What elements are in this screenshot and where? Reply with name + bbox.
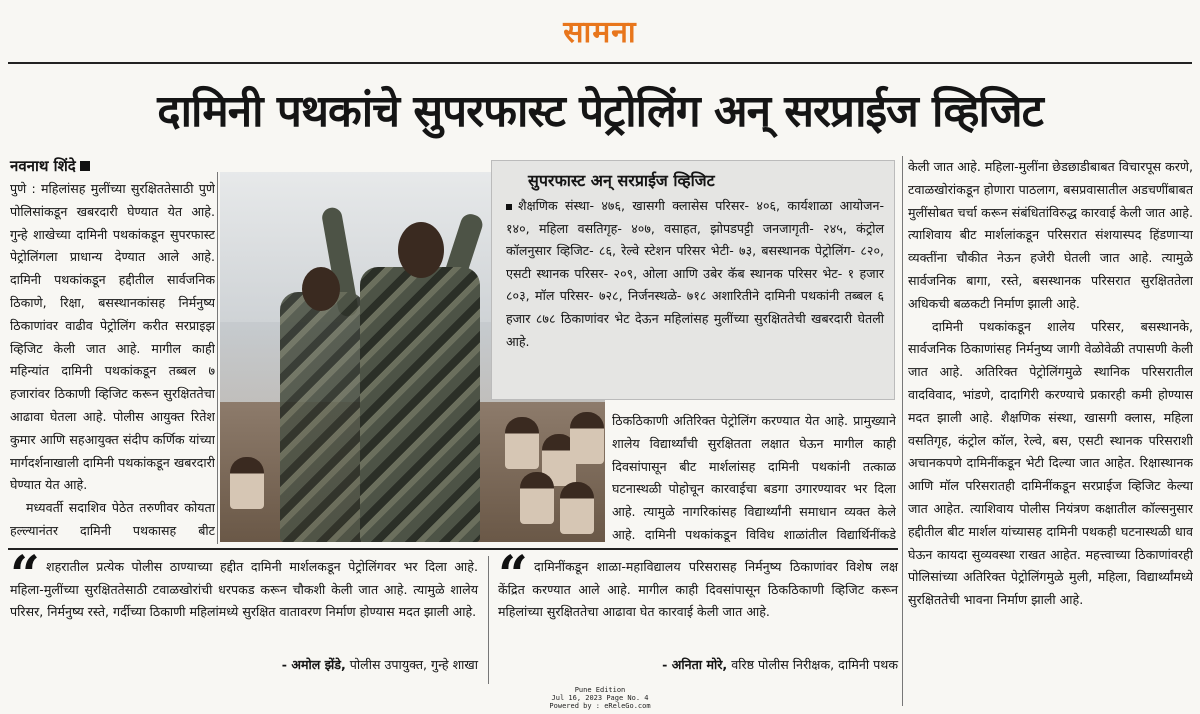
photo-student <box>520 472 554 524</box>
article-column-4 <box>908 156 1193 706</box>
quote-2-role: वरिष्ठ पोलीस निरीक्षक, दामिनी पथक <box>727 657 898 672</box>
column-1-text: पुणे : महिलांसह मुलींच्या सुरक्षिततेसाठी पुणे पोलिसांकडून खबरदारी घेण्यात येत आहे. गुन्हे शाखेच्या दामिनी पथकांकडून सुपरफास्ट पेट्रोलिंगला प्राधान्य देण्यात आले आहे. दामिनी पथकांकडून हद्दीतील सार्वजनिक ठिकाणे, रिक्षा, बसस्थानकांसह निर्मनुष्य ठिकाणांवर वाढीव पेट्रोलिंग करीत सरप्राइझ व्हिजिट केली जात आहे. मागील काही महिन्यांत दामिनी पथकांकडून तब्बल ७ हजारांवर ठिकाणी व्हिजिट करून सुरक्षिततेचा आढावा घेतला आहे. पोलीस आयुक्त रितेश कुमार आणि सहआयुक्त संदीप कर्णिक यांच्या मार्गदर्शनाखाली दामिनी पथकांकडून खबरदारी घेण्यात येत आहे. <box>10 181 215 493</box>
stats-box-title: सुपरफास्ट अन् सरप्राईज व्हिजिट <box>528 171 715 190</box>
column-divider <box>217 172 218 544</box>
column-4-text-b: दामिनी पथकांकडून शालेय परिसर, बसस्थानके, सार्वजनिक ठिकाणांसह निर्मनुष्य जागी वेळोवेळी तपासणी केली जात आहे. अतिरिक्त पेट्रोलिंगमुळे स्थानिक परिसरातील वादविवाद, भांडणे, दादागिरी करण्याचे प्रकारही कमी होण्यास मदत झाली आहे. शैक्षणिक संस्था, खासगी क्लास, महिला वसतिगृह, कंट्रोल कॉल, रेल्वे, बस, एसटी स्थानक परिसराशी अचानकपणे दामिनींकडून भेटी दिल्या जात आहेत. रिक्षास्थानक आणि मॉल परिसरातही दामिनींकडून सरप्राईज व्हिजिट केल्या जात आहेत. त्याशिवाय पोलीस नियंत्रण कक्षातील कॉल्सनुसार हद्दीतील बीट मार्शल यांच्यासह दामिनी पथकही घटनास्थळी धाव घेऊन कायदा सुव्यवस्था राखत आहेत. महत्त्वाच्या ठिकाणांवरही पोलिसांच्या अतिरिक्त पेट्रोलिंगमुळे मुली, महिला, विद्यार्थ्यांमध्ये सुरक्षिततेची भावना निर्माण झाली आहे. <box>908 318 1193 608</box>
article-column-1 <box>10 178 215 540</box>
top-rule <box>8 62 1192 64</box>
photo-student <box>505 417 539 469</box>
footer-powered: Powered by : eReleGo.com <box>549 702 651 710</box>
quote-1-name: - अमोल झेंडे, <box>281 657 346 672</box>
stats-box-text <box>506 195 884 353</box>
photo-student <box>570 412 604 464</box>
byline-square-icon <box>80 161 90 171</box>
quote-1 <box>10 545 478 701</box>
photo-officer <box>360 267 480 542</box>
quotes-rule <box>8 548 898 550</box>
photo-student <box>560 482 594 534</box>
footer-edition: Pune Edition <box>574 686 626 694</box>
quote-2 <box>498 545 898 701</box>
bullet-square-icon <box>506 204 512 210</box>
masthead <box>0 10 1200 54</box>
quote-1-text: शहरातील प्रत्येक पोलीस ठाण्याच्या हद्दीत दामिनी मार्शलकडून पेट्रोलिंगवर भर दिला आहे. महिला-मुलींच्या सुरक्षिततेसाठी टवाळखोरांची धरपकड करून चौकशी केली जात आहे. त्यामुळे शालेय परिसर, निर्मनुष्य रस्ते, गर्दीच्या ठिकाणी महिलांमध्ये सुरक्षित वातावरण निर्माण होण्यास मदत झाली आहे. <box>10 559 478 620</box>
article-column-3 <box>612 410 896 542</box>
quote-2-name: - अनिता मोरे, <box>662 657 728 672</box>
quote-2-text: दामिनींकडून शाळा-महाविद्यालय परिसरासह निर्मनुष्य ठिकाणांवर विशेष लक्ष केंद्रित करण्यात आले आहे. मागील काही दिवसांपासून ठिकठिकाणी व्हिजिट करून महिलांच्या सुरक्षिततेचा आढावा घेत कारवाई केली जात आहे. <box>498 559 898 620</box>
quote-mark-icon: “ <box>498 545 528 606</box>
quote-2-signature <box>662 656 898 673</box>
page-footer <box>0 686 1200 710</box>
column-3-text: ठिकठिकाणी अतिरिक्त पेट्रोलिंग करण्यात येत आहे. प्रामुख्याने शालेय विद्यार्थ्यांची सुरक्षितता लक्षात घेऊन मागील काही दिवसांपासून बीट मार्शलांसह दामिनी पथकांनी तत्काळ घटनास्थळी पोहोचून कारवाईचा बडगा उगारण्यावर भर दिला आहे. त्यामुळे नागरिकांसह विद्यार्थ्यांनी समाधान व्यक्त केले आहे. दामिनी पथकांकडून विविध शाळांतील विद्यार्थिनींकडे <box>612 413 896 542</box>
quote-1-role: पोलीस उपायुक्त, गुन्हे शाखा <box>345 657 478 672</box>
column-divider <box>902 156 903 706</box>
column-divider <box>488 556 489 684</box>
headline: दामिनी पथकांचे सुपरफास्ट पेट्रोलिंग अन् सरप्राईज व्हिजिट <box>157 86 1043 137</box>
byline <box>10 156 90 176</box>
footer-date: Jul 16, 2023 Page No. 4 <box>551 694 649 702</box>
photo-officer-head <box>398 222 444 278</box>
stats-box <box>491 160 895 400</box>
quote-1-signature <box>282 656 478 673</box>
photo-officer-head <box>302 267 340 311</box>
photo-student <box>230 457 264 509</box>
stats-box-body: शैक्षणिक संस्था- ४७६, खासगी क्लासेस परिसर- ४०६, कार्यशाळा आयोजन- १४०, महिला वसतिगृह- ४०७, वसाहत, झोपडपट्टी जनजागृती- २४५, कंट्रोल कॉलनुसार व्हिजिट- ८६, रेल्वे स्टेशन परिसर भेटी- ७३, बसस्थानक पेट्रोलिंग- ८२०, एसटी स्थानक परिसर- २०९, ओला आणि उबेर कॅब स्थानक परिसर भेट- १ हजार ८०३, मॉल परिसर- ७२८, निर्जनस्थळे- ७१८ अशारितीने दामिनी पथकांनी तब्बल ६ हजार ८७८ ठिकाणांवर भेट देऊन महिलांसह मुलींच्या सुरक्षिततेची खबरदारी घेतली आहे. <box>506 198 884 349</box>
masthead-logo: सामना <box>563 15 637 50</box>
quote-mark-icon: “ <box>10 545 40 606</box>
byline-name: नवनाथ शिंदे <box>10 157 76 175</box>
column-4-text: केली जात आहे. महिला-मुलींना छेडछाडीबाबत विचारपूस करणे, टवाळखोरांकडून होणारा पाठलाग, बसप्रवासातील अडचणींबाबत मुलींसोबत चर्चा करून संबंधितांविरुद्ध कारवाई केली जात आहे. त्याशिवाय बीट मार्शलांकडून परिसरात संशयास्पद हिंडणाऱ्या व्यक्तींना चौकीत नेऊन हजेरी घेतली जात आहे. त्यामुळे सार्वजनिक बागा, रस्ते, बसस्थानक परिसरात सुरक्षिततेला अधिकची बळकटी निर्माण झाली आहे. <box>908 159 1193 311</box>
photo-officer <box>280 292 365 542</box>
column-1-text-b: मध्यवर्ती सदाशिव पेठेत तरुणीवर कोयता हल्ल्यानंतर दामिनी पथकासह बीट <box>10 500 215 538</box>
